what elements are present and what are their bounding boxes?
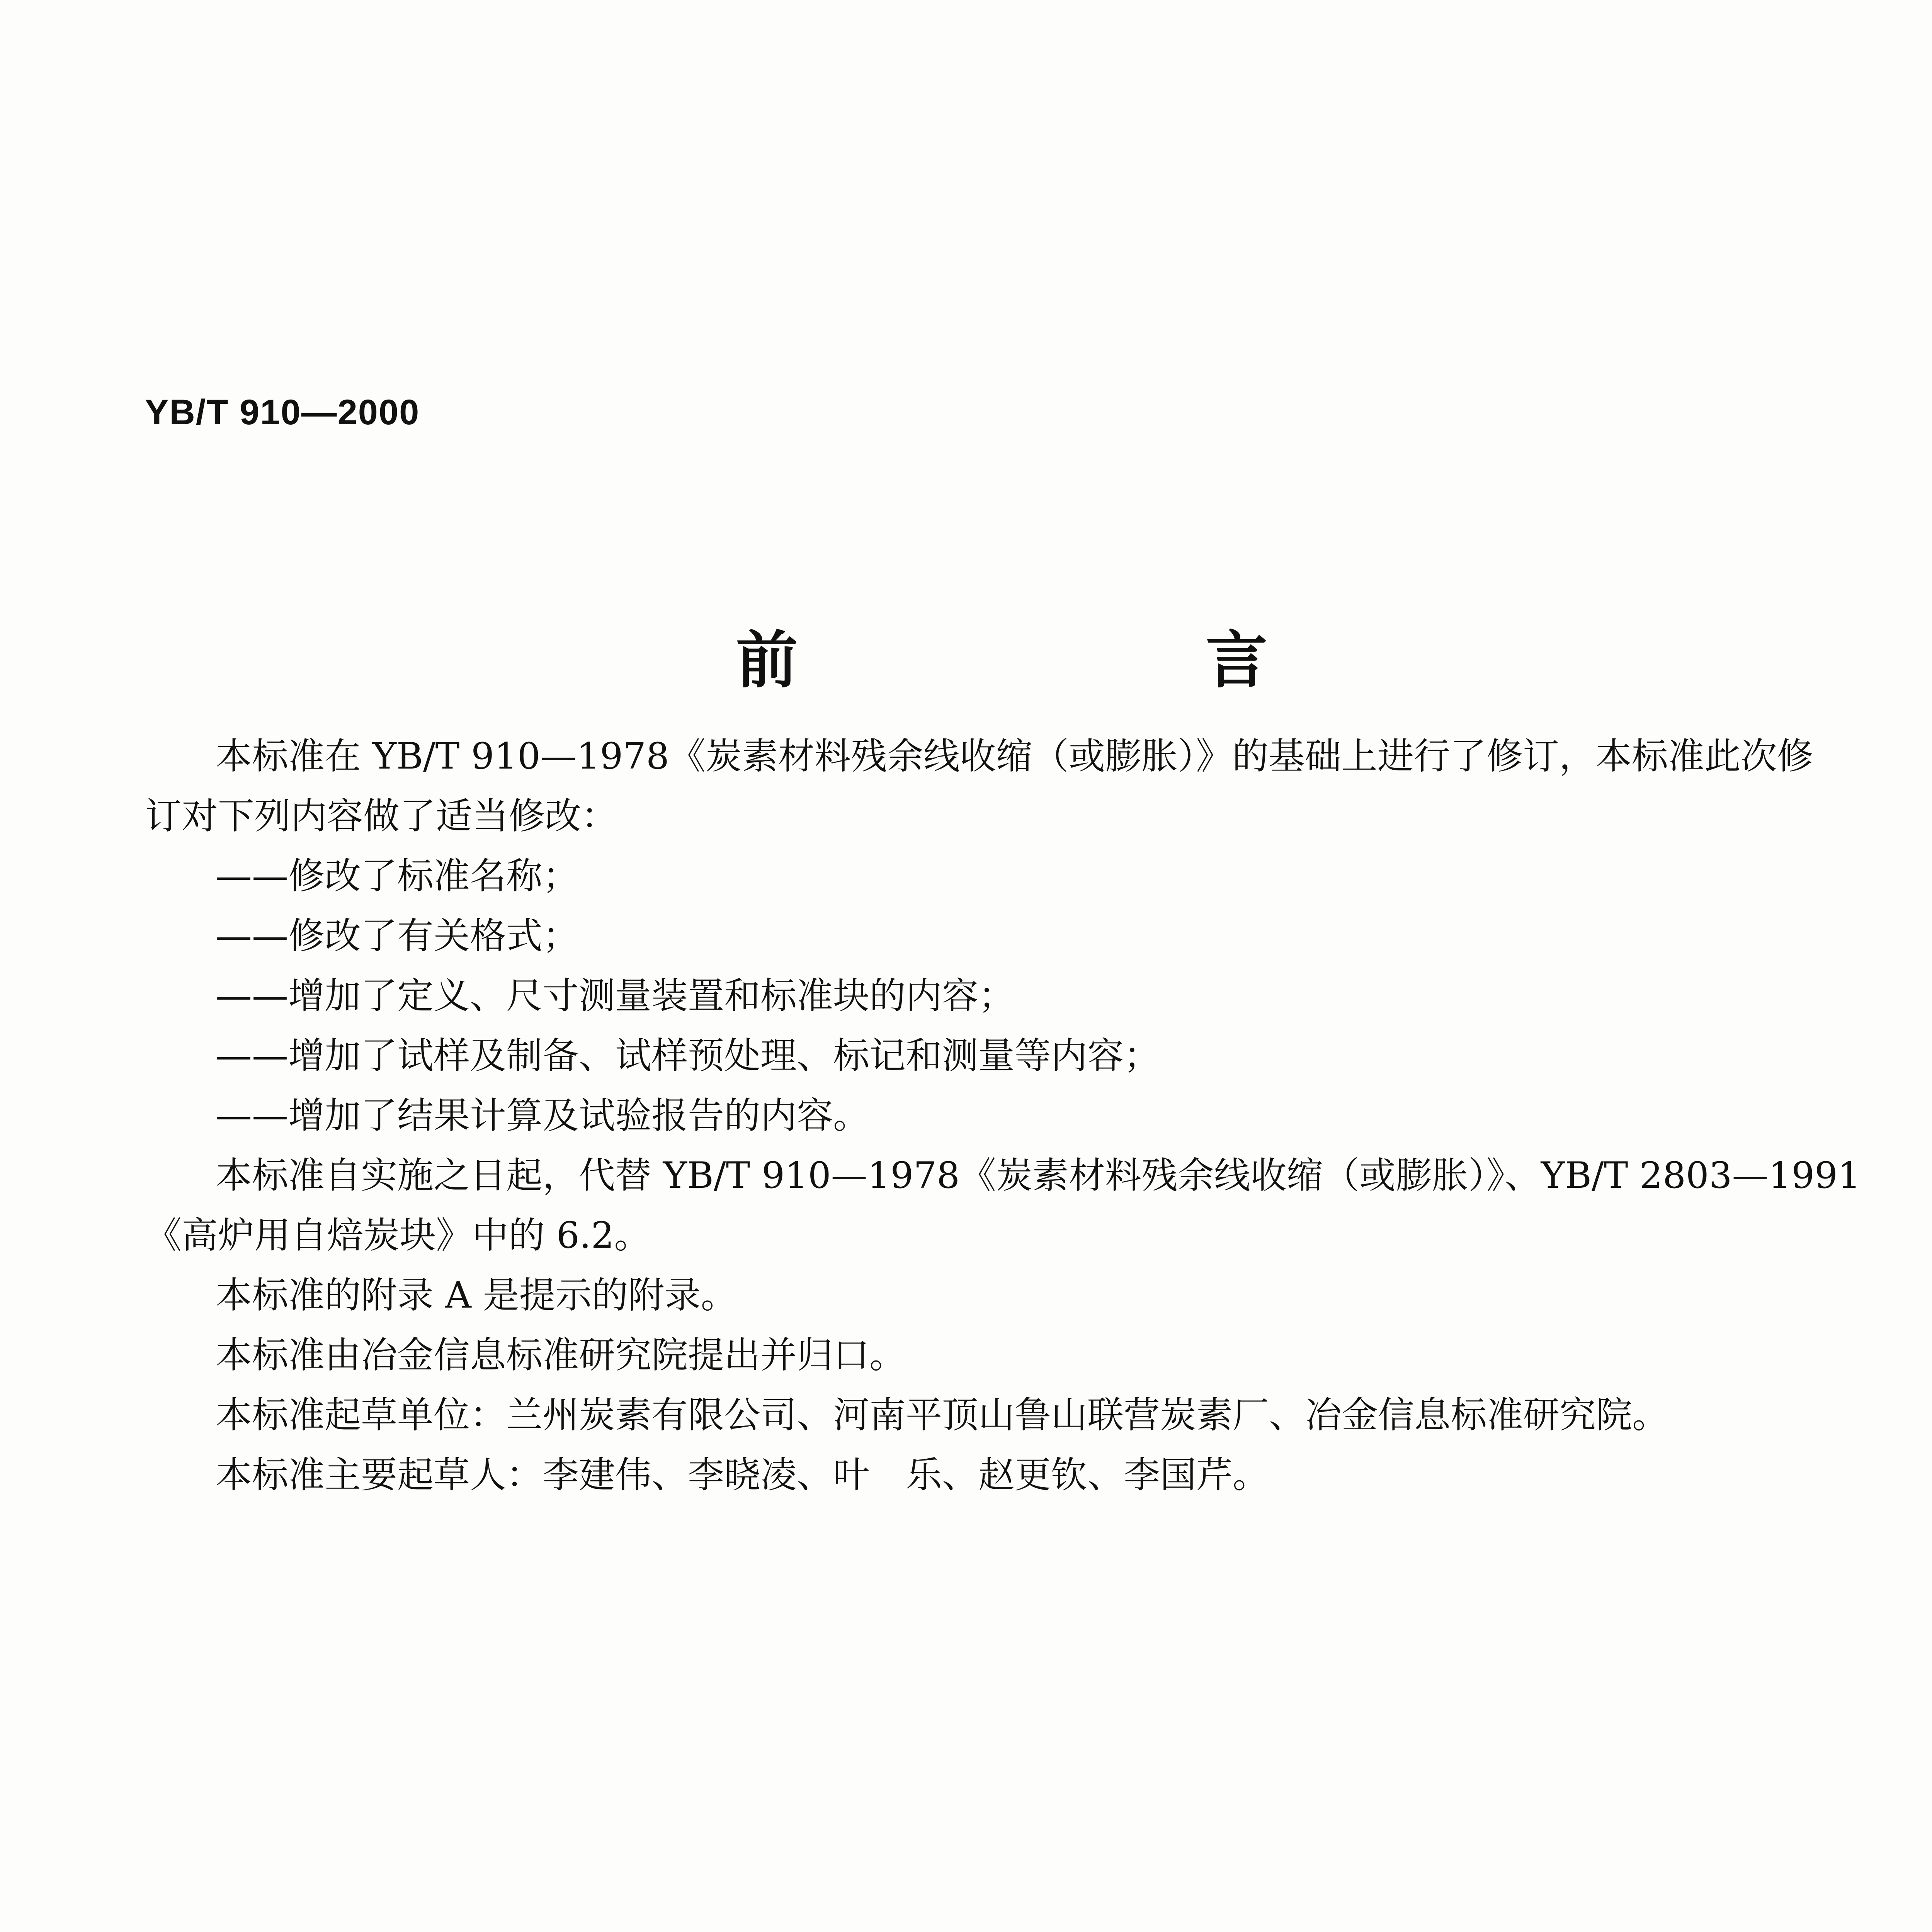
paragraph-supersedes: 本标准自实施之日起，代替 YB/T 910—1978《炭素材料残余线收缩（或膨胀）》、YB/T 2803—1991 — [216, 1155, 1861, 1197]
change-item-results: ——增加了结果计算及试验报告的内容。 — [216, 1095, 870, 1137]
paragraph-proposer: 本标准由冶金信息标准研究院提出并归口。 — [216, 1334, 906, 1376]
paragraph-revision-basis-continued: 订对下列内容做了适当修改： — [145, 795, 618, 837]
foreword-body — [145, 726, 1861, 1505]
change-item-definitions: ——增加了定义、尺寸测量装置和标准块的内容； — [216, 975, 1015, 1017]
paragraph-appendix: 本标准的附录 A 是提示的附录。 — [216, 1274, 737, 1316]
paragraph-drafters: 本标准主要起草人：李建伟、李晓凌、叶 乐、赵更钦、李国芹。 — [216, 1454, 1269, 1496]
change-item-format: ——修改了有关格式； — [216, 915, 579, 957]
change-item-name: ——修改了标准名称； — [216, 855, 579, 897]
paragraph-drafting-units: 本标准起草单位：兰州炭素有限公司、河南平顶山鲁山联营炭素厂、冶金信息标准研究院。 — [216, 1394, 1669, 1436]
page-title: 前 言 — [736, 624, 1461, 696]
standard-code: YB/T 910—2000 — [145, 393, 420, 432]
paragraph-revision-basis: 本标准在 YB/T 910—1978《炭素材料残余线收缩（或膨胀）》的基础上进行了修订，本标准此次修 — [216, 735, 1813, 777]
change-item-specimen: ——增加了试样及制备、试样预处理、标记和测量等内容； — [216, 1035, 1160, 1077]
paragraph-supersedes-continued: 《高炉用自焙炭块》中的 6.2。 — [145, 1214, 651, 1257]
